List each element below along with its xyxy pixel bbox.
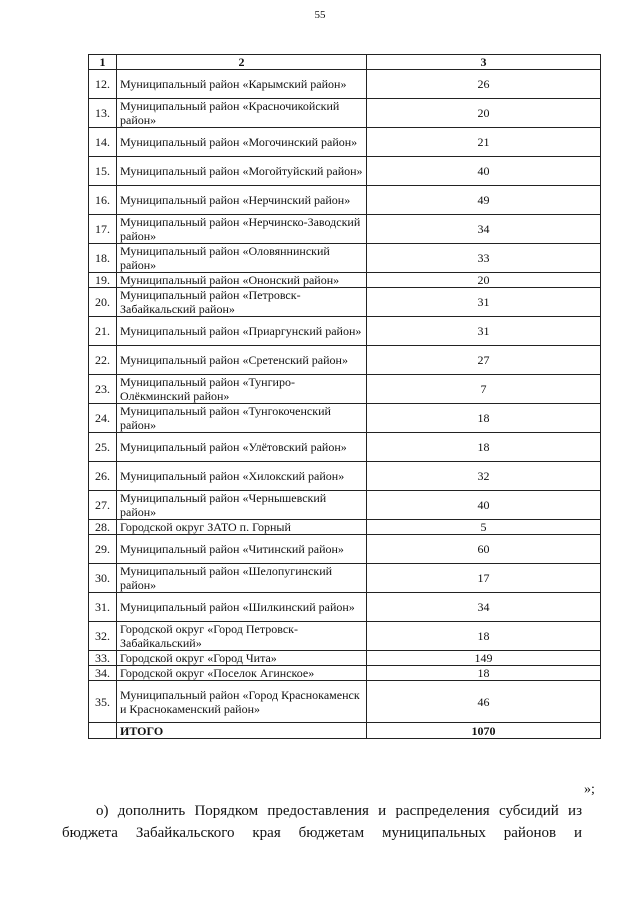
table-row [89,70,601,99]
row-value: 27 [367,346,601,375]
row-value: 18 [367,622,601,651]
row-value: 60 [367,535,601,564]
row-name: Муниципальный район «Тунгокоченский район» [117,404,367,433]
table-header-row [89,55,601,70]
row-name: Муниципальный район «Сретенский район» [117,346,367,375]
table-row [89,462,601,491]
row-number: 29. [89,535,117,564]
row-value: 46 [367,681,601,723]
row-name: Муниципальный район «Могочинский район» [117,128,367,157]
row-value: 21 [367,128,601,157]
closing-quote: »; [584,782,595,797]
row-number: 25. [89,433,117,462]
table-row [89,491,601,520]
row-value: 7 [367,375,601,404]
row-number: 28. [89,520,117,535]
row-number: 31. [89,593,117,622]
row-number: 33. [89,651,117,666]
row-name: Муниципальный район «Могойтуйский район» [117,157,367,186]
total-empty-cell [89,723,117,739]
row-value: 32 [367,462,601,491]
paragraph-line-2: бюджета Забайкальского края бюджетам муниципальных районов и [62,825,582,841]
row-value: 18 [367,404,601,433]
row-number: 23. [89,375,117,404]
row-name: Муниципальный район «Оловяннинский район» [117,244,367,273]
row-name: Муниципальный район «Тунгиро-Олёкминский район» [117,375,367,404]
table-row [89,622,601,651]
row-name: Муниципальный район «Читинский район» [117,535,367,564]
row-name: Городской округ «Город Петровск-Забайкальский» [117,622,367,651]
table-row [89,681,601,723]
paragraph-line-1: о) дополнить Порядком предоставления и распределения субсидий из [96,803,582,819]
total-row [89,723,601,739]
row-value: 149 [367,651,601,666]
row-number: 14. [89,128,117,157]
row-value: 20 [367,273,601,288]
row-number: 15. [89,157,117,186]
row-name: Муниципальный район «Нерчинско-Заводский район» [117,215,367,244]
row-name: Муниципальный район «Чернышевский район» [117,491,367,520]
row-name: Муниципальный район «Ононский район» [117,273,367,288]
table-row [89,215,601,244]
row-value: 34 [367,593,601,622]
table-row [89,535,601,564]
table-row [89,273,601,288]
table-row [89,99,601,128]
table-row [89,375,601,404]
table-row [89,244,601,273]
table-row [89,157,601,186]
row-number: 21. [89,317,117,346]
row-value: 20 [367,99,601,128]
row-number: 13. [89,99,117,128]
table-row [89,651,601,666]
row-name: Муниципальный район «Шелопугинский район» [117,564,367,593]
row-value: 40 [367,157,601,186]
row-name: Муниципальный район «Город Краснокаменск и Краснокаменский район» [117,681,367,723]
row-name: Муниципальный район «Улётовский район» [117,433,367,462]
row-value: 31 [367,288,601,317]
row-value: 33 [367,244,601,273]
row-number: 16. [89,186,117,215]
row-number: 22. [89,346,117,375]
column-header-number: 1 [89,55,117,70]
table-row [89,433,601,462]
row-number: 12. [89,70,117,99]
row-name: Муниципальный район «Петровск-Забайкальский район» [117,288,367,317]
row-value: 17 [367,564,601,593]
row-name: Муниципальный район «Хилокский район» [117,462,367,491]
table-row [89,666,601,681]
table-row [89,346,601,375]
table-row [89,564,601,593]
row-value: 18 [367,433,601,462]
row-number: 27. [89,491,117,520]
total-value: 1070 [367,723,601,739]
row-number: 17. [89,215,117,244]
row-value: 49 [367,186,601,215]
table-row [89,317,601,346]
subsidy-table [88,54,601,739]
row-name: Городской округ «Город Чита» [117,651,367,666]
column-header-value: 3 [367,55,601,70]
row-number: 30. [89,564,117,593]
row-number: 24. [89,404,117,433]
row-name: Муниципальный район «Шилкинский район» [117,593,367,622]
row-number: 26. [89,462,117,491]
column-header-name: 2 [117,55,367,70]
row-value: 18 [367,666,601,681]
row-name: Городской округ «Поселок Агинское» [117,666,367,681]
row-value: 34 [367,215,601,244]
row-name: Муниципальный район «Карымский район» [117,70,367,99]
row-value: 5 [367,520,601,535]
row-name: Городской округ ЗАТО п. Горный [117,520,367,535]
row-number: 20. [89,288,117,317]
row-number: 32. [89,622,117,651]
row-value: 26 [367,70,601,99]
row-name: Муниципальный район «Приаргунский район» [117,317,367,346]
page-number: 55 [314,9,326,21]
row-name: Муниципальный район «Нерчинский район» [117,186,367,215]
row-number: 18. [89,244,117,273]
row-value: 31 [367,317,601,346]
row-value: 40 [367,491,601,520]
row-name: Муниципальный район «Красночикойский район» [117,99,367,128]
total-label: ИТОГО [117,723,367,739]
table-row [89,520,601,535]
table-row [89,404,601,433]
row-number: 34. [89,666,117,681]
table-row [89,288,601,317]
table-row [89,593,601,622]
table-row [89,128,601,157]
row-number: 19. [89,273,117,288]
table-row [89,186,601,215]
row-number: 35. [89,681,117,723]
